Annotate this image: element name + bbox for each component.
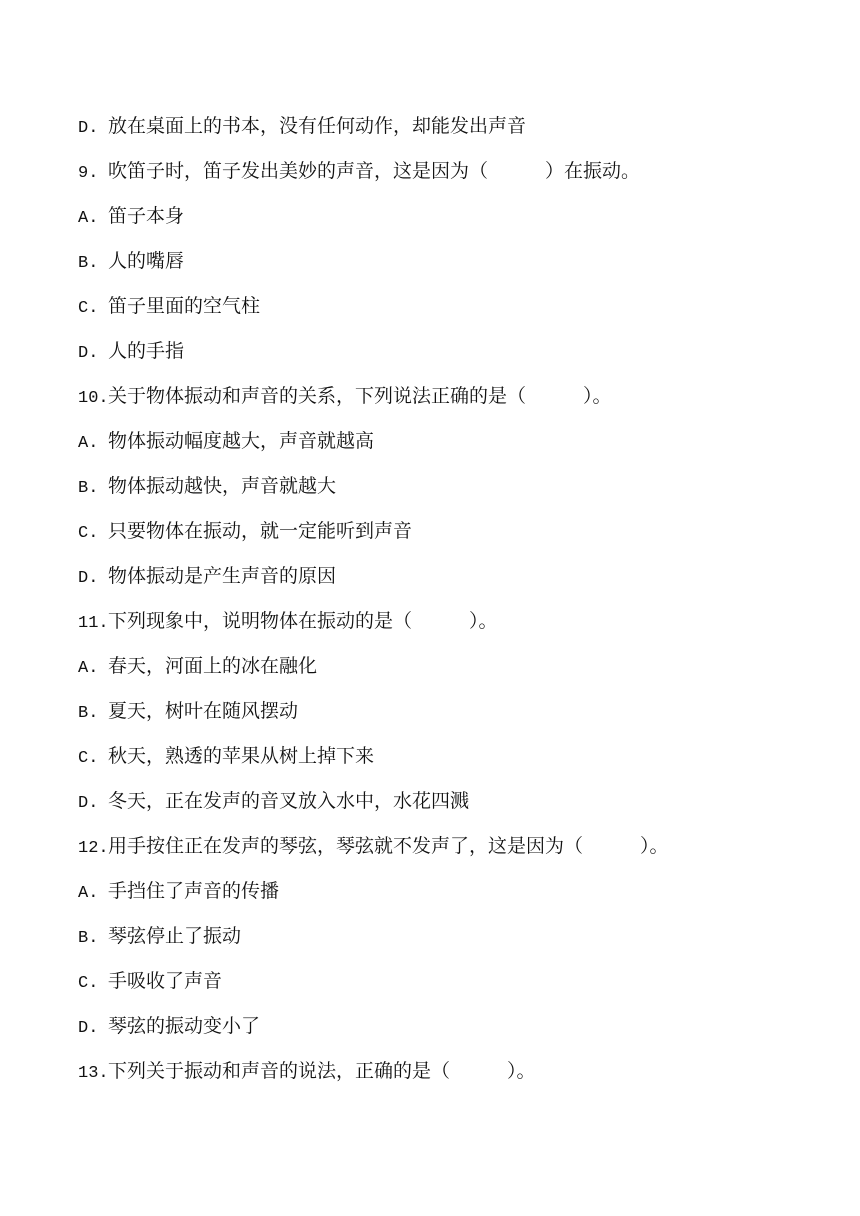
option-text: 人的手指 [108, 340, 185, 362]
question-text: 下列现象中，说明物体在振动的是（ ）。 [108, 610, 498, 632]
question-line [78, 158, 640, 184]
question-number: 9. [78, 164, 99, 183]
question-line [78, 833, 669, 859]
option-line [78, 203, 184, 229]
option-letter: D. [78, 1019, 99, 1038]
option-line [78, 113, 526, 139]
option-text: 笛子本身 [108, 205, 185, 227]
option-line [78, 518, 412, 544]
option-text: 手挡住了声音的传播 [108, 880, 280, 902]
option-text: 人的嘴唇 [108, 250, 185, 272]
question-number: 12. [78, 839, 109, 858]
option-line [78, 428, 374, 454]
option-text: 物体振动越快，声音就越大 [108, 475, 337, 497]
option-line [78, 563, 336, 589]
option-letter: C. [78, 749, 99, 768]
question-number: 10. [78, 389, 109, 408]
option-line [78, 293, 260, 319]
option-letter: D. [78, 569, 99, 588]
option-letter: A. [78, 884, 99, 903]
option-line [78, 968, 222, 994]
option-text: 冬天，正在发声的音叉放入水中，水花四溅 [108, 790, 470, 812]
option-line [78, 338, 184, 364]
question-line [78, 608, 498, 634]
question-text: 用手按住正在发声的琴弦，琴弦就不发声了，这是因为（ ）。 [108, 835, 669, 857]
option-text: 物体振动是产生声音的原因 [108, 565, 337, 587]
option-line [78, 698, 298, 724]
option-letter: B. [78, 929, 99, 948]
option-letter: D. [78, 344, 99, 363]
option-letter: C. [78, 524, 99, 543]
option-text: 秋天，熟透的苹果从树上掉下来 [108, 745, 375, 767]
question-text: 关于物体振动和声音的关系，下列说法正确的是（ ）。 [108, 385, 612, 407]
question-line [78, 1058, 536, 1084]
option-text: 只要物体在振动，就一定能听到声音 [108, 520, 413, 542]
option-line [78, 1013, 260, 1039]
option-letter: C. [78, 974, 99, 993]
option-text: 放在桌面上的书本，没有任何动作，却能发出声音 [108, 115, 527, 137]
question-text: 吹笛子时，笛子发出美妙的声音，这是因为（ ）在振动。 [108, 160, 641, 182]
option-line [78, 923, 241, 949]
option-line [78, 653, 317, 679]
option-letter: C. [78, 299, 99, 318]
option-letter: B. [78, 479, 99, 498]
option-letter: B. [78, 704, 99, 723]
option-text: 春天，河面上的冰在融化 [108, 655, 318, 677]
option-letter: A. [78, 659, 99, 678]
option-letter: D. [78, 119, 99, 138]
option-text: 笛子里面的空气柱 [108, 295, 261, 317]
option-letter: D. [78, 794, 99, 813]
question-number: 13. [78, 1064, 109, 1083]
option-text: 夏天，树叶在随风摆动 [108, 700, 299, 722]
option-text: 物体振动幅度越大，声音就越高 [108, 430, 375, 452]
option-line [78, 878, 279, 904]
option-text: 手吸收了声音 [108, 970, 223, 992]
question-line [78, 383, 612, 409]
option-text: 琴弦停止了振动 [108, 925, 242, 947]
question-text: 下列关于振动和声音的说法，正确的是（ ）。 [108, 1060, 536, 1082]
question-number: 11. [78, 614, 109, 633]
option-letter: B. [78, 254, 99, 273]
option-letter: A. [78, 209, 99, 228]
option-line [78, 743, 374, 769]
option-text: 琴弦的振动变小了 [108, 1015, 261, 1037]
option-line [78, 473, 336, 499]
option-line [78, 788, 469, 814]
option-line [78, 248, 184, 274]
option-letter: A. [78, 434, 99, 453]
